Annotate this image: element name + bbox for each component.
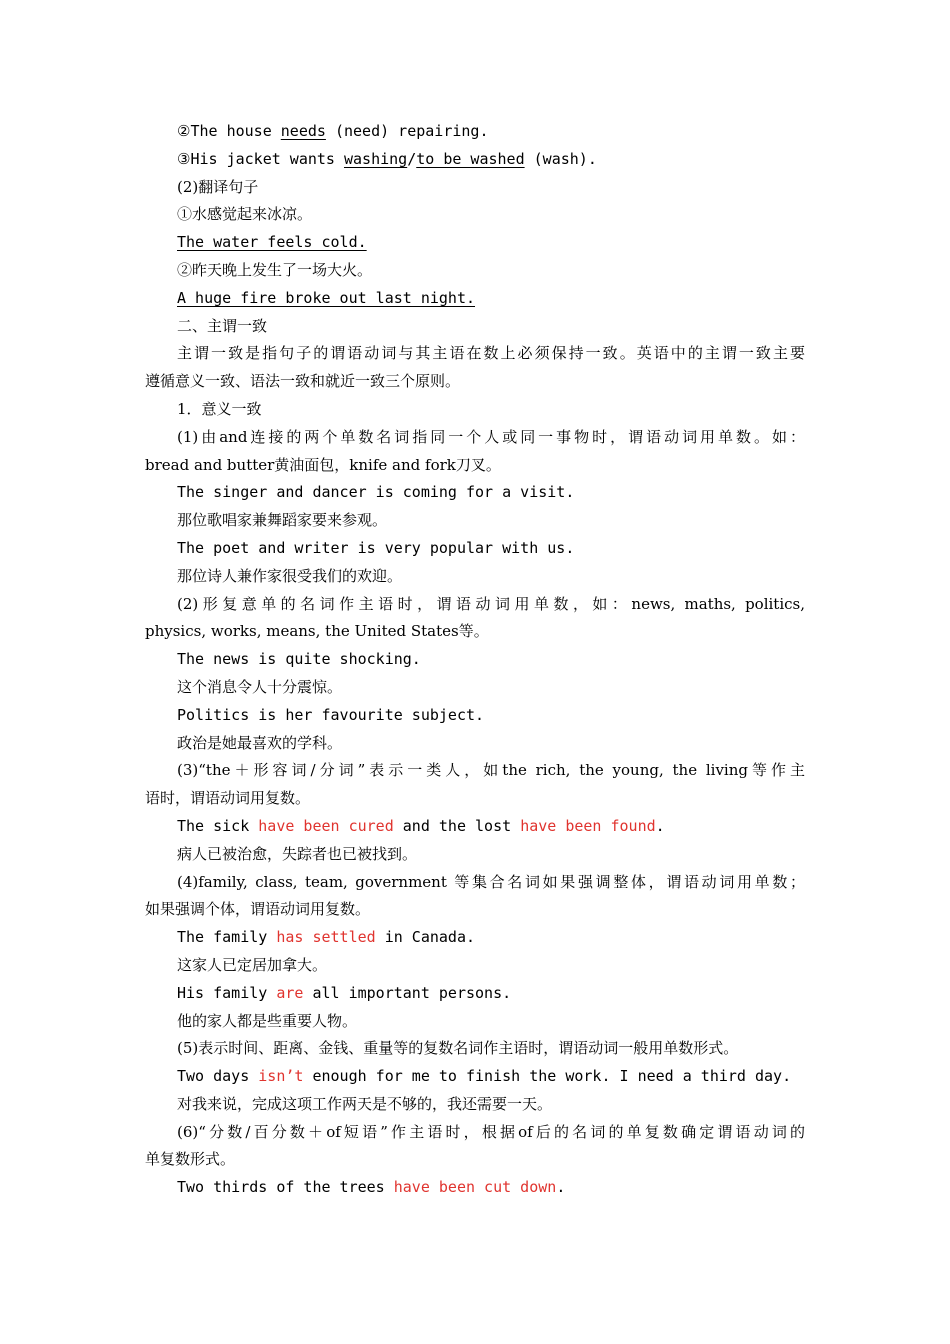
underlined-answer: washing (343, 149, 408, 168)
text-run: 他的家人都是些重要人物。 (177, 1011, 358, 1030)
text-line (145, 340, 805, 368)
text-run: 那位诗人兼作家很受我们的欢迎。 (177, 566, 403, 585)
text-run: His family (177, 983, 277, 1002)
text-line (145, 757, 805, 785)
text-run: ②The house (177, 122, 281, 140)
text-line (145, 1063, 805, 1091)
text-run: 语时，谓语动词用复数。 (145, 789, 311, 808)
text-run: physics, works, means, the United States等。 (145, 622, 489, 641)
text-run: 对我来说，完成这项工作两天是不够的，我还需要一天。 (177, 1094, 553, 1113)
highlighted-verb: are (276, 983, 304, 1002)
text-line (145, 730, 805, 758)
text-run: The poet and writer is very popular with us. (177, 538, 575, 557)
text-line (145, 591, 805, 619)
text-run: (2)翻译句子 (177, 177, 259, 196)
text-line (145, 174, 805, 202)
text-run: 遵循意义一致、语法一致和就近一致三个原则。 (145, 372, 461, 391)
text-run: The news is quite shocking. (177, 650, 421, 669)
text-line (145, 396, 805, 424)
text-line (145, 313, 805, 341)
text-line (145, 1035, 805, 1063)
text-run: (3)“the＋形容词/分词”表示一类人，如the rich, the young, the living等作主 (177, 761, 805, 780)
text-line (145, 146, 805, 174)
text-line (145, 452, 805, 480)
text-run: all important persons. (303, 983, 512, 1002)
text-run: (1)由and连接的两个单数名词指同一个人或同一事物时，谓语动词用单数。如： (177, 427, 805, 446)
text-line (145, 479, 805, 507)
text-run: (2)形复意单的名词作主语时，谓语动词用单数，如：news, maths, politics, (177, 594, 805, 613)
text-line (145, 674, 805, 702)
text-run: The sick (177, 816, 259, 835)
text-run: 主谓一致是指句子的谓语动词与其主语在数上必须保持一致。英语中的主谓一致主要 (177, 344, 805, 363)
text-line (145, 924, 805, 952)
text-run: The singer and dancer is coming for a visit. (177, 483, 575, 502)
text-run: (need) repairing. (325, 122, 489, 140)
text-line (145, 535, 805, 563)
text-line (145, 563, 805, 591)
text-line (145, 507, 805, 535)
text-line (145, 1146, 805, 1174)
text-line (145, 813, 805, 841)
underlined-answer: A huge fire broke out last night. (177, 288, 476, 307)
text-run: and the lost (393, 816, 521, 835)
text-run: (4)family, class, team, government 等集合名词如果强调整体，谓语动词用单数； (177, 872, 805, 891)
highlighted-verb: have been cured (258, 816, 394, 835)
text-line (145, 952, 805, 980)
highlighted-verb: have been cut down (393, 1178, 557, 1197)
text-run: (wash). (524, 149, 597, 168)
text-line (145, 368, 805, 396)
text-run: ①水感觉起来冰凉。 (177, 205, 313, 224)
text-run: Politics is her favourite subject. (177, 705, 485, 724)
text-run: (5)表示时间、距离、金钱、重量等的复数名词作主语时，谓语动词一般用单数形式。 (177, 1039, 739, 1058)
text-run: . (556, 1178, 566, 1197)
text-run: in Canada. (375, 928, 476, 947)
document-body (145, 118, 805, 1202)
text-run: bread and butter黄油面包，knife and fork刀叉。 (145, 455, 501, 474)
text-run: ③His jacket wants (177, 149, 344, 168)
text-line (145, 118, 805, 146)
highlighted-verb: isn’t (258, 1067, 304, 1086)
text-line (145, 257, 805, 285)
text-line (145, 229, 805, 257)
text-line (145, 618, 805, 646)
text-run: 单复数形式。 (145, 1150, 236, 1169)
text-line (145, 424, 805, 452)
text-line (145, 285, 805, 313)
text-line (145, 1119, 805, 1147)
underlined-answer: to be washed (416, 149, 525, 168)
text-run: 那位歌唱家兼舞蹈家要来参观。 (177, 511, 388, 530)
text-run: 1．意义一致 (177, 399, 262, 418)
text-line (145, 1091, 805, 1119)
text-run: . (655, 816, 665, 835)
text-run: 如果强调个体，谓语动词用复数。 (145, 900, 371, 919)
text-line (145, 1008, 805, 1036)
text-run: 政治是她最喜欢的学科。 (177, 733, 343, 752)
text-line (145, 896, 805, 924)
text-run: The family (177, 928, 277, 947)
text-line (145, 201, 805, 229)
text-run: 病人已被治愈，失踪者也已被找到。 (177, 844, 418, 863)
text-run: 这家人已定居加拿大。 (177, 955, 328, 974)
underlined-answer: needs (280, 122, 326, 140)
text-run: Two days (177, 1067, 259, 1086)
text-run: 这个消息令人十分震惊。 (177, 677, 343, 696)
text-run: ②昨天晚上发生了一场大火。 (177, 260, 373, 279)
text-run: Two thirds of the trees (177, 1178, 394, 1197)
text-line (145, 702, 805, 730)
text-line (145, 1174, 805, 1202)
highlighted-verb: have been found (520, 816, 656, 835)
underlined-answer: The water feels cold. (177, 233, 367, 252)
text-line (145, 869, 805, 897)
text-run: (6)“分数/百分数＋of短语”作主语时，根据of后的名词的单复数确定谓语动词的 (177, 1122, 805, 1141)
text-line (145, 841, 805, 869)
text-line (145, 980, 805, 1008)
text-line (145, 646, 805, 674)
text-run: / (407, 149, 417, 168)
text-run: 二、主谓一致 (177, 316, 268, 335)
text-line (145, 785, 805, 813)
text-run: enough for me to finish the work. I need a third day. (303, 1067, 792, 1086)
highlighted-verb: has settled (276, 928, 376, 947)
